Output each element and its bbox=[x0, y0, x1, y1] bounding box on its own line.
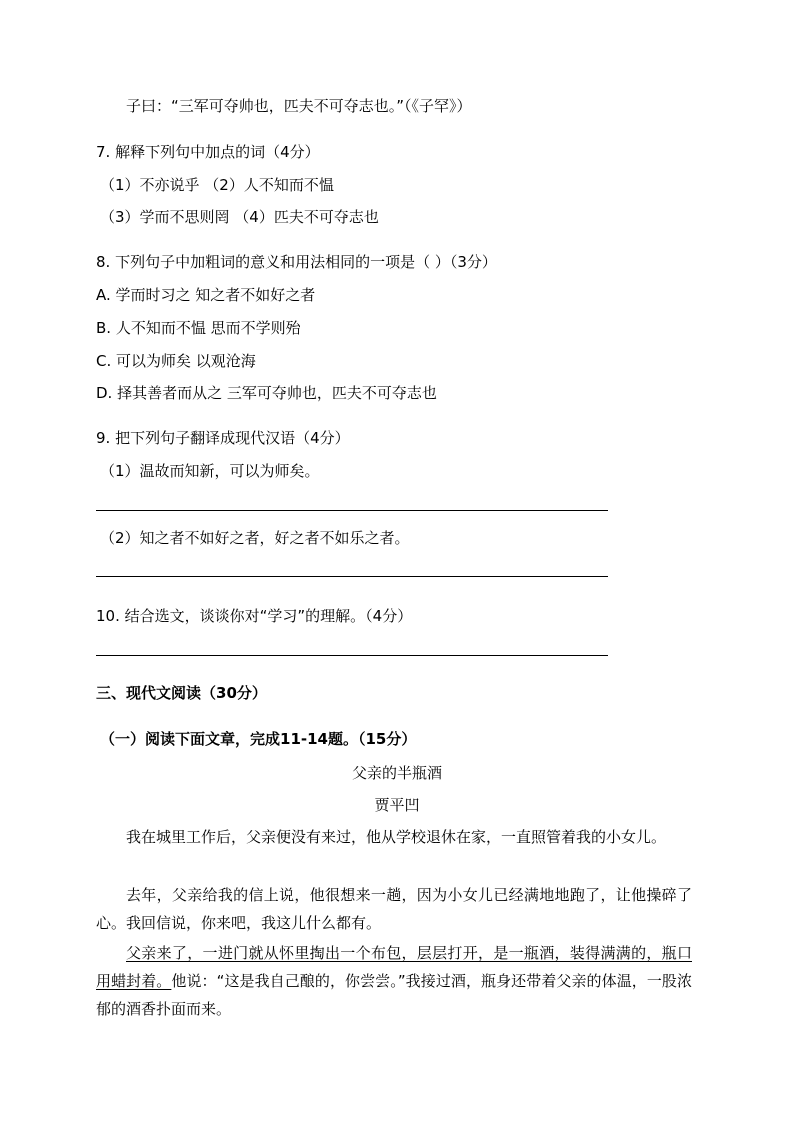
answer-line-1 bbox=[96, 510, 608, 511]
article-paragraph-2: 去年，父亲给我的信上说，他很想来一趟，因为小女儿已经满地地跑了，让他操碎了心。我回信说，你来吧，我这儿什么都有。 bbox=[96, 886, 692, 932]
section-3-subtitle: （一）阅读下面文章，完成11-14题。（15分） bbox=[100, 730, 417, 748]
question-8-option-d: D. 择其善者而从之 三军可夺帅也，匹夫不可夺志也 bbox=[96, 384, 437, 402]
quote-line: 子曰：“三军可夺帅也，匹夫不可夺志也。”（《子罕》） bbox=[126, 97, 472, 115]
question-9-title: 9. 把下列句子翻译成现代汉语（4分） bbox=[96, 429, 350, 447]
underlined-sentence: 父亲来了，一进门就从怀里掏出一个布包，层层打开，是一瓶酒，装得满满的，瓶口用蜡封着。 bbox=[96, 944, 692, 990]
question-9-item-1: （1）温故而知新，可以为师矣。 bbox=[100, 462, 320, 480]
question-8-option-a: A. 学而时习之 知之者不如好之者 bbox=[96, 286, 316, 304]
question-8-option-b: B. 人不知而不愠 思而不学则殆 bbox=[96, 319, 301, 337]
question-9-item-2: （2）知之者不如好之者，好之者不如乐之者。 bbox=[100, 529, 410, 547]
answer-line-2 bbox=[96, 576, 608, 577]
question-8-title: 8. 下列句子中加粗词的意义和用法相同的一项是（ ）（3分） bbox=[96, 253, 497, 271]
article-paragraph-3 bbox=[96, 939, 692, 1023]
article-author: 贾平凹 bbox=[374, 796, 420, 814]
section-3-title: 三、现代文阅读（30分） bbox=[96, 684, 267, 702]
question-8-option-c: C. 可以为师矣 以观沧海 bbox=[96, 352, 256, 370]
paragraph-3-rest: 他说：“这是我自己酿的，你尝尝。”我接过酒，瓶身还带着父亲的体温，一股浓郁的酒香扑面而来。 bbox=[96, 972, 692, 1018]
question-7-row-2: （3）学而不思则罔 （4）匹夫不可夺志也 bbox=[100, 208, 379, 226]
question-7-row-1: （1）不亦说乎 （2）人不知而不愠 bbox=[100, 176, 334, 194]
question-10-title: 10. 结合选文，谈谈你对“学习”的理解。（4分） bbox=[96, 607, 413, 625]
answer-line-3 bbox=[96, 655, 608, 656]
question-7-title: 7. 解释下列句中加点的词（4分） bbox=[96, 143, 320, 161]
article-paragraph-1: 我在城里工作后，父亲便没有来过，他从学校退休在家，一直照管着我的小女儿。 bbox=[126, 828, 667, 846]
article-title: 父亲的半瓶酒 bbox=[351, 764, 442, 782]
